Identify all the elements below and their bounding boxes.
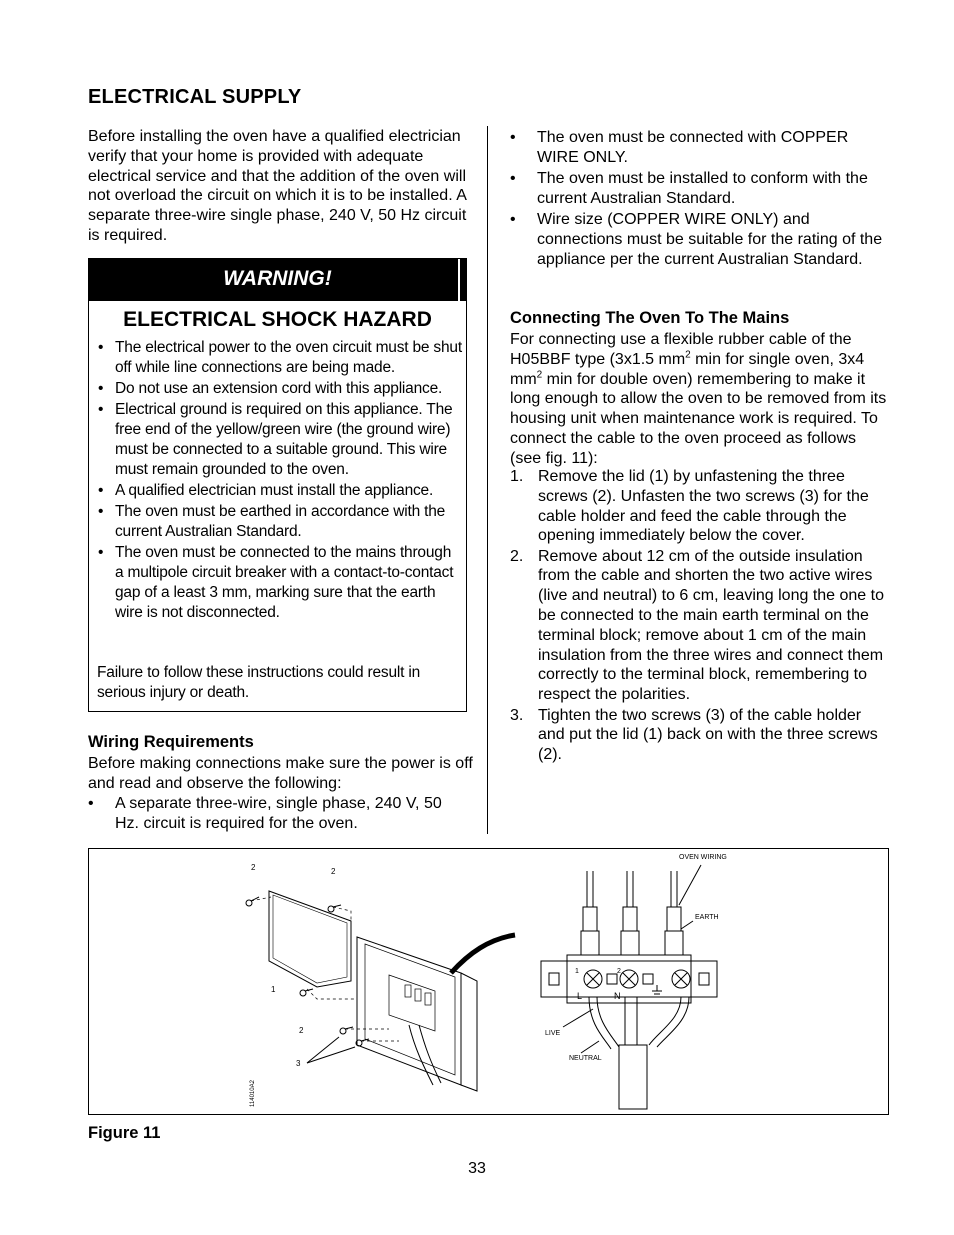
leader-line: [679, 865, 701, 905]
supply-cable: [409, 1025, 433, 1085]
callout-label: 2: [251, 863, 256, 872]
hazard-heading: ELECTRICAL SHOCK HAZARD: [123, 308, 432, 331]
column-divider: [487, 126, 488, 834]
mains-intro-text-a: For connecting use a flexible rubber cable of the H05BBF type (3x1.5 mm: [510, 331, 852, 368]
warning-item: • The oven must be earthed in accordance with the current Australian Standard.: [97, 502, 462, 542]
warning-list: [97, 338, 462, 624]
figure-caption: Figure 11: [88, 1124, 161, 1142]
callout-label: 2: [299, 1026, 304, 1035]
figure-code: 114010A2: [250, 1080, 256, 1107]
mains-heading: Connecting The Oven To The Mains: [510, 309, 790, 327]
supply-cable: [419, 1025, 441, 1083]
leader-line: [563, 1009, 593, 1027]
leader-line: [581, 1041, 599, 1053]
terminal-label: 2: [617, 968, 621, 975]
wire-connector: [665, 871, 683, 955]
guide-line: [307, 989, 357, 999]
step-item: [510, 467, 890, 546]
step-text: Remove the lid (1) by unfastening the three screws (2). Unfasten the two screws (3) for the cable holder and feed the cable through the opening immediately below the cover.: [538, 468, 869, 545]
screw: [300, 989, 313, 996]
warning-footer: Failure to follow these instructions could result in serious injury or death.: [97, 664, 421, 701]
warning-item: • Do not use an extension cord with this appliance.: [97, 379, 462, 399]
terminal-label: L: [577, 991, 583, 1001]
figure-11: [88, 848, 889, 1115]
warning-box: [88, 258, 467, 712]
callout-label: 3: [296, 1059, 301, 1068]
page-number: 33: [468, 1160, 486, 1177]
step-text: Tighten the two screws (3) of the cable holder and put the lid (1) back on with the three screws (2).: [538, 706, 878, 764]
callout-label: 1: [271, 985, 276, 994]
warning-item: • A qualified electrician must install the appliance.: [97, 481, 462, 501]
earth-symbol: [652, 985, 662, 997]
mains-intro-text-b: min for single oven, 3x4 mm: [510, 350, 865, 388]
live-label: LIVE: [545, 1030, 561, 1037]
step-number: 2.: [510, 547, 524, 565]
step-number: 1.: [510, 468, 524, 485]
page-title: ELECTRICAL SUPPLY: [88, 86, 302, 108]
guide-line: [333, 907, 351, 945]
leader-line: [681, 921, 693, 929]
screw: [340, 1027, 353, 1034]
superscript: 2: [536, 369, 543, 381]
wiring-list-right: [510, 128, 890, 271]
wiring-intro: Before making connections make sure the power is off and read and observe the following:: [88, 755, 473, 792]
terminal-block: [541, 955, 717, 1003]
wire-connector: [621, 871, 639, 955]
oven-wiring-label: OVEN WIRING: [679, 854, 727, 861]
wiring-item: • A separate three-wire, single phase, 240 V, 50 Hz. circuit is required for the oven.: [88, 794, 468, 834]
step-text: Remove about 12 cm of the outside insulation from the cable and shorten the two active wires (live and neutral) to 6 cm, leaving long the one to be connected to the main earth terminal on the terminal block; remove about 1 cm of the main insulation from the three wires and connect them correctly to the terminal block, remembering to respect the polarities.: [538, 547, 884, 704]
earth-label: EARTH: [695, 914, 719, 921]
neutral-label: NEUTRAL: [569, 1055, 602, 1062]
wiring-heading: Wiring Requirements: [88, 733, 254, 751]
wiring-item: • The oven must be installed to conform with the current Australian Standard.: [510, 169, 890, 209]
wire-connector: [581, 871, 599, 955]
terminal-label: 1: [575, 968, 579, 975]
warning-item: • Electrical ground is required on this appliance. The free end of the yellow/green wire (the ground wire) must be connected to a suitable ground. This wire must remain grounded to the oven.: [97, 400, 462, 480]
steps-list: [510, 467, 890, 765]
warning-item: • The oven must be connected to the mains through a multipole circuit breaker with a contact-to-contact gap of a least 3 mm, marking sure that the earth wire is not disconnected.: [97, 543, 462, 623]
step-number: 3.: [510, 706, 524, 724]
superscript: 2: [685, 349, 691, 361]
mains-cable: [589, 997, 689, 1109]
warning-item: • The electrical power to the oven circuit must be shut off while line connections are being made.: [97, 338, 462, 378]
terminal-label: N: [614, 991, 621, 1001]
warning-banner-text: WARNING!: [223, 267, 332, 290]
wiring-list-left: [88, 794, 468, 834]
step-item: [510, 706, 890, 765]
callout-label: 2: [331, 867, 336, 876]
step-item: [510, 547, 890, 705]
mains-intro-text-c: min for double oven) remembering to make it long enough to allow the oven to be removed from its housing unit when maintenance work is required. To connect the cable to the oven proceed as follows (see fig. 11):: [510, 370, 887, 467]
intro-paragraph: Before installing the oven have a qualified electrician verify that your home is provided with adequate electrical service and that the addition of the oven will not overload the circuit on which it is to be installed. A separate three-wire single phase, 240 V, 50 Hz circuit is required.: [88, 128, 467, 244]
wiring-illustration: [89, 849, 888, 1114]
mains-intro: [510, 330, 890, 469]
leader-line: [307, 1047, 355, 1063]
wiring-item: • The oven must be connected with COPPER WIRE ONLY.: [510, 128, 890, 168]
housing-box: [357, 937, 477, 1091]
screw: [246, 897, 259, 906]
wiring-item: • Wire size (COPPER WIRE ONLY) and connections must be suitable for the rating of the appliance per the current Australian Standard.: [510, 210, 890, 269]
leader-line: [307, 1037, 339, 1063]
callout-arrow: [451, 935, 515, 973]
